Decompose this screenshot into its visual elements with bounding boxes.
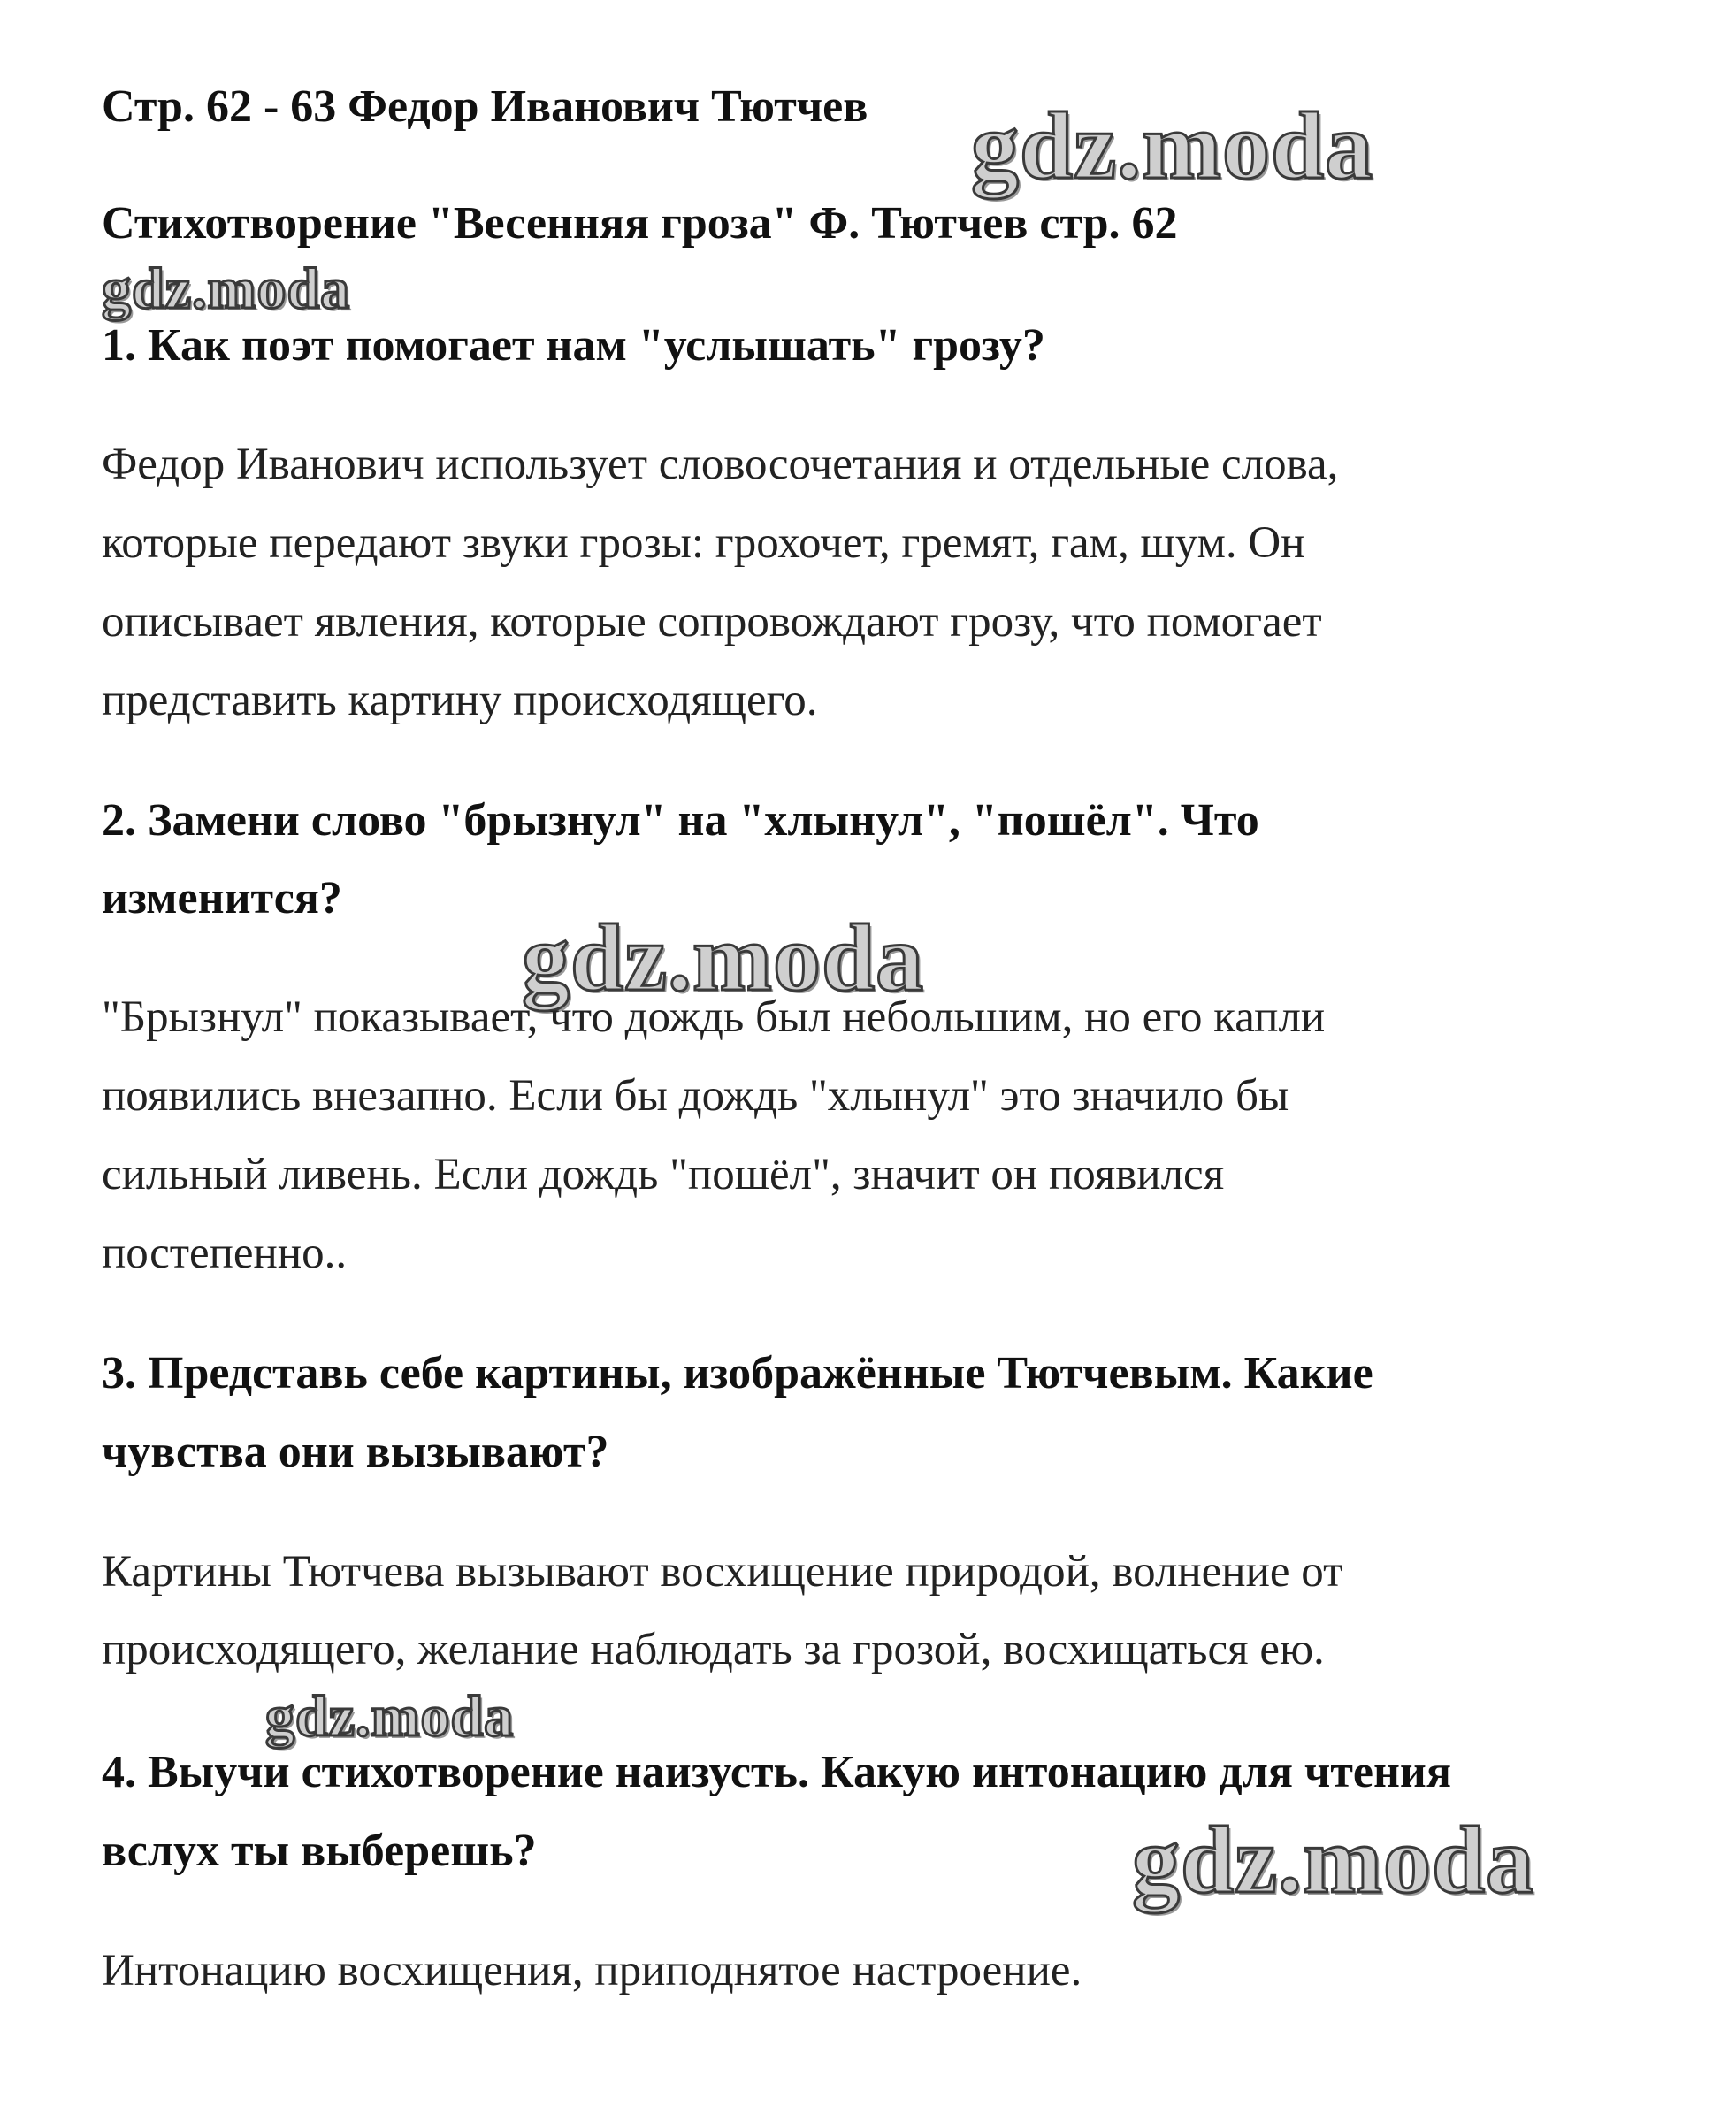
answer-1-line: описывает явления, которые сопровождают грозу, что помогает <box>102 597 1322 647</box>
answer-2-line: постепенно.. <box>102 1229 348 1278</box>
watermark-logo: gdz.moda <box>102 257 351 321</box>
answer-1-line: представить картину происходящего. <box>102 676 818 725</box>
question-2: 2. Замени слово "брызнул" на "хлынул", "пошёл". Что <box>102 795 1259 846</box>
question-3: 3. Представь себе картины, изображённые Тютчевым. Какие <box>102 1348 1373 1398</box>
answer-1-line: Федор Иванович использует словосочетания и отдельные слова, <box>102 440 1339 489</box>
watermark-logo: gdz.moda <box>265 1684 515 1749</box>
question-4: 4. Выучи стихотворение наизусть. Какую интонацию для чтения <box>102 1747 1452 1797</box>
question-3: чувства они вызывают? <box>102 1427 609 1477</box>
answer-3-line: Картины Тютчева вызывают восхищение природой, волнение от <box>102 1547 1343 1597</box>
answer-2-line: сильный ливень. Если дождь "пошёл", значит он появился <box>102 1150 1225 1199</box>
question-4: вслух ты выберешь? <box>102 1826 537 1876</box>
watermark-logo: gdz.moda <box>1132 1808 1535 1913</box>
answer-3-line: происходящего, желание наблюдать за грозой, восхищаться ею. <box>102 1625 1325 1674</box>
page-title: Стр. 62 - 63 Федор Иванович Тютчев <box>102 81 868 132</box>
poem-subtitle: Стихотворение "Весенняя гроза" Ф. Тютчев стр. 62 <box>102 198 1178 249</box>
answer-1-line: которые передают звуки грозы: грохочет, гремят, гам, шум. Он <box>102 518 1305 568</box>
question-1: 1. Как поэт помогает нам "услышать" грозу? <box>102 320 1045 371</box>
question-2: изменится? <box>102 873 342 923</box>
watermark-logo: gdz.moda <box>522 906 925 1011</box>
answer-4-line: Интонацию восхищения, приподнятое настроение. <box>102 1946 1082 1995</box>
answer-2-line: "Брызнул" показывает, что дождь был небольшим, но его капли <box>102 992 1326 1042</box>
watermark-logo: gdz.moda <box>971 94 1374 199</box>
answer-2-line: появились внезапно. Если бы дождь "хлынул" это значило бы <box>102 1071 1289 1121</box>
